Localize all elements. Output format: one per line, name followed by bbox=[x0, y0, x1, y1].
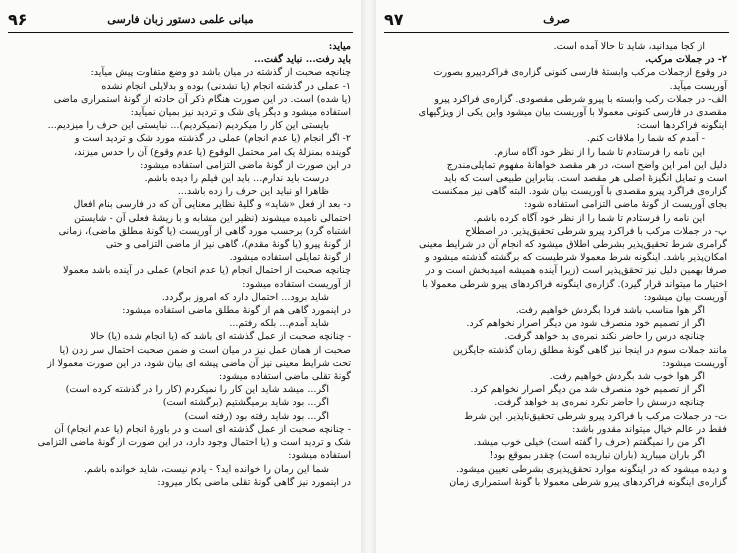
text-line: اگر از تصمیم خود منصرف شد من دیگر اصرار نخواهم کرد. bbox=[470, 384, 705, 396]
right-page-body bbox=[386, 40, 727, 549]
text-line: چنانچه صحبت از احتمال انجام (یا عدم انجام) عملی در آینده باشد معمولا bbox=[63, 265, 351, 277]
text-line: فقط در عالم خیال میتواند مقدور باشد: bbox=[572, 423, 727, 435]
book-gutter bbox=[361, 0, 376, 553]
text-line: اگر... بود شاید رفته بود (رفته است) bbox=[184, 410, 329, 422]
text-line: از کجا میدانید، شاید تا حالا آمده است. bbox=[553, 41, 705, 52]
text-line: چنانچه درس را حاضر نکند نمره‌ی بد خواهد گرفت. bbox=[504, 331, 705, 343]
text-line: اگر... بود شاید برمیگشتیم (برگشته است) bbox=[162, 397, 329, 409]
left-page-header bbox=[8, 10, 353, 33]
text-line: چنانچه صحبت از گذشته در میان باشد دو وضع متفاوت پیش میآید: bbox=[90, 67, 351, 79]
text-line: مقصدی در فارسی کنونی معمولا با آوریست بیان میشود واین یکی از ویژگیهای bbox=[418, 107, 727, 119]
text-line: در این صورت از گونهٔ ماضی التزامی استفاده میشود: bbox=[140, 159, 351, 171]
right-running-title: صرف bbox=[543, 13, 570, 26]
text-line: میاید: bbox=[328, 41, 351, 52]
left-page-body bbox=[10, 40, 351, 549]
text-line: ۲- در جملات مرکب. bbox=[644, 54, 727, 66]
text-line: بایستی این کار را میکردیم (نمیکردیم)... نبایستی این حرف را میزدیم... bbox=[47, 120, 329, 132]
text-line: شاید برود... احتمال دارد که امروز برگردد. bbox=[161, 291, 329, 303]
text-line: شک و تردید است و (یا احتمال وجود دارد، در این صورت از گونهٔ ماضی التزامی bbox=[37, 437, 351, 449]
text-line: اختیار ما میتواند قرار گیرد). گزاره‌ی اینگونه فراکردهای پیرو شرطی معمولا با bbox=[422, 278, 727, 290]
text-line: در وقوع ازجملات مرکب وابستهٔ فارسی کنونی گزاره‌ی فراکردپیرو بصورت bbox=[433, 67, 727, 79]
text-line: ۱- عملی در گذشته انجام (یا نشدنی) بوده و بدلایلی انجام نشده bbox=[101, 80, 351, 92]
text-line: در اینمورد نیز گاهی گونهٔ تقلی ماضی بکار میرود: bbox=[157, 476, 351, 488]
right-page bbox=[376, 0, 737, 553]
left-running-title: مبانی علمی دستور زبان فارسی bbox=[107, 13, 254, 26]
text-line: چنانچه درسش را حاضر نکرد نمره‌ی بد خواهد گرفت. bbox=[494, 397, 705, 409]
text-line: اگر باران میبارید (باران نباریده است) چقدر بموقع بود! bbox=[489, 450, 705, 462]
text-line: استفاده میشود و دیگر پای شک و تردید نیز بمیان نمیآید: bbox=[130, 107, 351, 119]
text-line: اگر از تصمیم خود منصرف شود من دیگر اصرار نخواهم کرد. bbox=[466, 318, 705, 330]
text-line: آوریست بیان میشود: bbox=[643, 291, 727, 303]
text-line: شاید آمدم... بلکه رفتم... bbox=[229, 318, 329, 330]
text-line: شما این رمان را خوانده اید؟ - یادم نیست، شاید خوانده باشم. bbox=[83, 463, 329, 475]
text-line: پ- در جملات مرکب با فراکرد پیرو شرطی تحقیق‌پذیر. در اصطلاح bbox=[465, 225, 727, 237]
text-line: این نامه را فرستادم تا شما را از نظر خود آگاه سازم. bbox=[494, 146, 705, 158]
text-line: از گونهٔ پیرو (یا گونهٔ مقدم)، گاهی نیز از ماضی التزامی و حتی bbox=[105, 239, 351, 251]
text-line: باید رفت... نباید گفت... bbox=[253, 54, 351, 66]
text-line: در اینمورد گاهی هم از گونهٔ مطلق ماضی استفاده میشود: bbox=[122, 305, 351, 317]
text-line: گرامری شرط تحقیق‌پذیر بشرطی اطلاق میشود که انجام آن در شرایط معینی bbox=[419, 239, 727, 251]
text-line: از آوریست استفاده میشود: bbox=[242, 278, 351, 290]
text-line: و دیده میشود که در اینگونه موارد تحقق‌پذیری بشرطی تعیین میشود. bbox=[456, 463, 727, 475]
text-line: استفاده میشود: bbox=[288, 450, 351, 462]
text-line: آوریست میآید. bbox=[669, 80, 727, 92]
text-line: گزاره‌ی اینگونه فراکردهای پیرو شرطی معمولا با گونهٔ استمراری زمان bbox=[449, 476, 727, 488]
text-line: ظاهرا او نباید این حرف را زده باشد... bbox=[177, 186, 329, 198]
right-page-header bbox=[384, 10, 729, 33]
left-page-number: ۹۶ bbox=[8, 10, 28, 29]
text-line: تحت شرایط معینی نیز آن ماضی پیشه ای بیان شود، در این صورت معمولا از bbox=[47, 357, 351, 369]
text-line: بجای آوریست از گونهٔ ماضی التزامی استفاده شود: bbox=[524, 199, 727, 211]
text-line: ت- در جملات مرکب با فراکرد پیرو شرطی تحقیق‌ناپذیر. این شرط bbox=[464, 410, 727, 422]
text-line: اگر من را نمیگفتم (حرف را گفته است) خیلی خوب میشد. bbox=[473, 437, 705, 449]
text-line: د- بعد از فعل «شاید» و گلیهٔ نظایر معنایی آن که در فارسی بنام افعال bbox=[73, 199, 351, 211]
text-line: اشتباه گرد) برحسب مورد گاهی از آوریست (یا گونهٔ مطلق ماضی)، زمانی bbox=[58, 225, 351, 237]
text-line: الف- در جملات رکب وابسته با پیرو شرطی مقصودی. گزاره‌ی فراکرد پیرو bbox=[434, 93, 727, 105]
text-line: (یا شده) است. در این صورت هنگام ذکر آن حادثه از گونهٔ استمراری ماضی bbox=[53, 93, 351, 105]
text-line: امکان‌پذیر باشد. اینگونه شرط معمولا شرطیست که برگشته گذشته میشود و bbox=[424, 252, 727, 264]
left-page bbox=[0, 0, 361, 553]
text-line: - آمدم که شما را ملاقات کنم. bbox=[586, 133, 705, 145]
text-line: گونهٔ تقلی ماضی استفاده میشود: bbox=[218, 371, 351, 383]
text-line: - چنانچه صحبت از عمل گذشته ای است و در باورهٔ انجام (یا عدم انجام) آن bbox=[54, 423, 351, 435]
text-line: گزاره‌ی فراگرد پیرو مقصدی با آوریست بیان شود. البته گاهی نیز ممکنست bbox=[431, 186, 727, 198]
text-line: آوریست میشود: bbox=[662, 357, 727, 369]
text-line: دلیل این امر این واضح است، در هر مقصد خواهانهٔ مفهوم تمایلی‌مندرج bbox=[446, 159, 727, 171]
text-line: اینگونه فراکردها است: bbox=[636, 120, 727, 132]
text-line: احتمالی نامیده میشوند (نظیر این مشابه و با ریشهٔ فعلی آن - شایستن bbox=[74, 212, 351, 224]
text-line: ۲- اگر انجام (یا عدم انجام) عملی در گذشته مورد شک و تردید است و bbox=[74, 133, 351, 145]
text-line: اگر... میشد شاید این کار را نمیکردم (کار را در گذشته کرده است) bbox=[65, 384, 329, 396]
text-line: اگر هوا خوب شد بگردش خواهیم رفت. bbox=[549, 371, 705, 383]
text-line: صرفا بهمین دلیل نیز تحقق‌پذیر است (زیرا آینده همیشه امیدبخش است و در bbox=[425, 265, 727, 277]
text-line: صحبت از همان عمل نیز در میان است و ضمن صحبت احتمال سر زدن (یا bbox=[59, 344, 351, 356]
text-line: درست باید ندارم... باید این فیلم را دیده باشم. bbox=[144, 173, 329, 185]
right-page-number: ۹۷ bbox=[384, 10, 404, 29]
text-line: است و تمایل انگیزهٔ اصلی هر مقصد است. بنابراین طبیعی است که باید bbox=[443, 173, 727, 185]
text-line: از گونهٔ تمایلی استفاده میشود. bbox=[229, 252, 351, 264]
text-line: مانند جملات سوم در اینجا نیز گاهی گونهٔ مطلق زمان گذشته جایگزین bbox=[452, 344, 727, 356]
text-line: گوینده بمنزلهٔ یک امر محتمل الوقوع (یا عدم وقوع) آن را حدس میزند، bbox=[74, 146, 351, 158]
text-line: این نامه را فرستادم تا شما را از نظر خود آگاه کرده باشم. bbox=[473, 212, 705, 224]
text-line: اگر هوا مناسب باشد فردا بگردش خواهیم رفت. bbox=[515, 305, 705, 317]
text-line: - چنانچه صحبت از عمل گذشته ای باشد که (یا انجام شده (یا) حالا bbox=[90, 331, 351, 343]
